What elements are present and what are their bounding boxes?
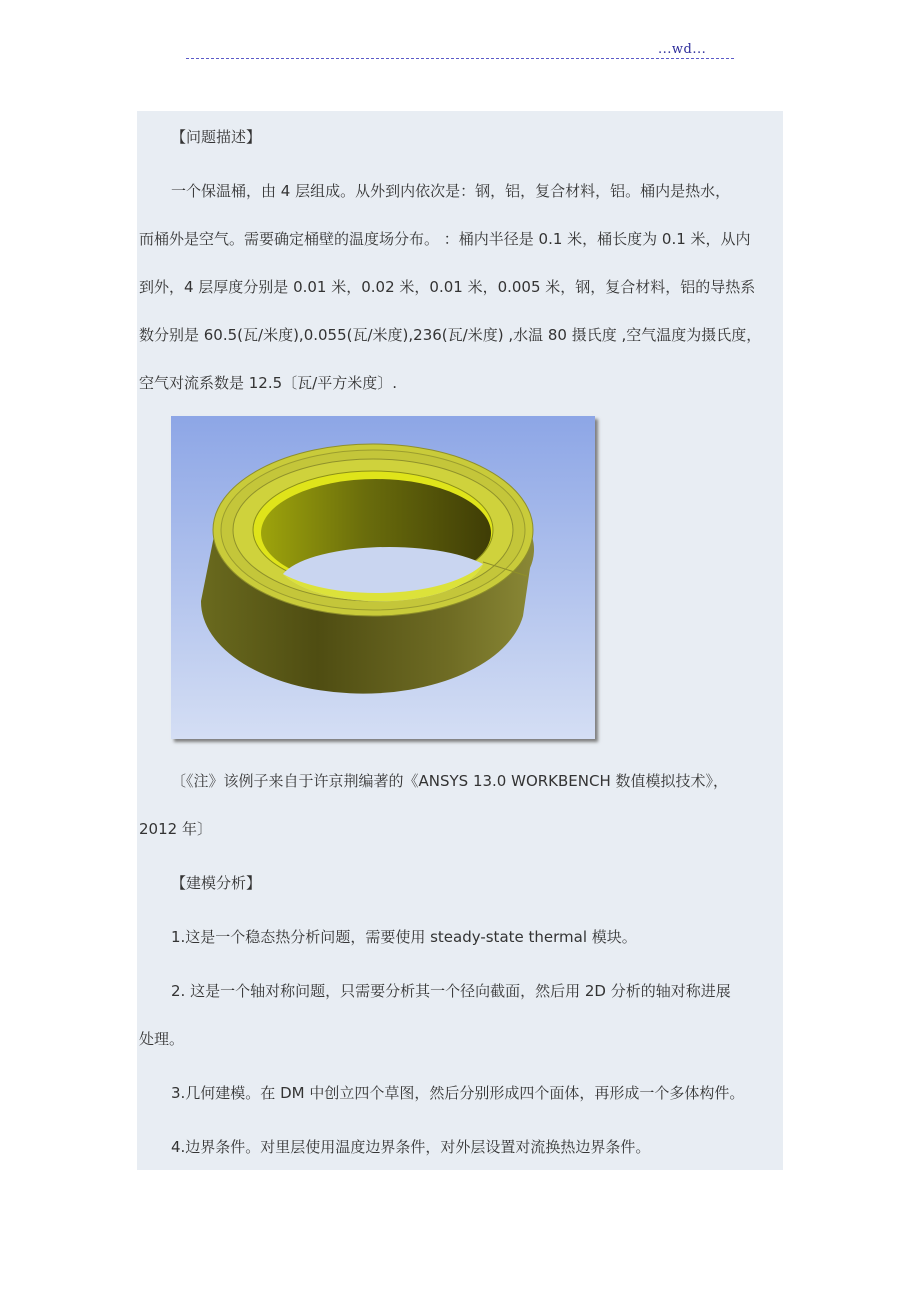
analysis-item-3: 3.几何建模。在 DM 中创立四个草图，然后分别形成四个面体，再形成一个多体构件。 <box>171 1084 745 1102</box>
problem-line-4: 数分别是 60.5(瓦/米度),0.055(瓦/米度),236(瓦/米度) ,水温 80 摄氏度 ,空气温度为摄氏度， <box>139 326 762 344</box>
problem-line-3: 到外，4 层厚度分别是 0.01 米，0.02 米，0.01 米，0.005 米，钢，复合材料，铝的导热系 <box>139 278 756 296</box>
ring-model-image <box>171 416 595 739</box>
header-divider <box>186 58 734 59</box>
header-mark: ...wd... <box>658 42 707 57</box>
analysis-item-2-line-1: 2. 这是一个轴对称问题，只需要分析其一个径向截面，然后用 2D 分析的轴对称进展 <box>171 982 731 1000</box>
section-heading-problem: 【问题描述】 <box>171 128 262 146</box>
analysis-item-4: 4.边界条件。对里层使用温度边界条件，对外层设置对流换热边界条件。 <box>171 1138 651 1156</box>
document-content <box>137 111 783 1170</box>
note-line-1: 〔《注》该例子来自于许京荆编著的《ANSYS 13.0 WORKBENCH 数值模拟技术》， <box>171 772 729 790</box>
note-line-2: 2012 年〕 <box>139 820 212 838</box>
problem-line-2: 而桶外是空气。需要确定桶壁的温度场分布。 ：桶内半径是 0.1 米，桶长度为 0.1 米，从内 <box>139 230 751 248</box>
ring-model-figure <box>171 416 595 739</box>
problem-line-1: 一个保温桶，由 4 层组成。从外到内依次是：钢，铝，复合材料，铝。桶内是热水， <box>171 182 731 200</box>
problem-line-5: 空气对流系数是 12.5〔瓦/平方米度〕. <box>139 374 397 392</box>
analysis-item-2-line-2: 处理。 <box>139 1030 185 1048</box>
analysis-item-1: 1.这是一个稳态热分析问题，需要使用 steady-state thermal 模块。 <box>171 928 637 946</box>
section-heading-modeling: 【建模分析】 <box>171 874 262 892</box>
